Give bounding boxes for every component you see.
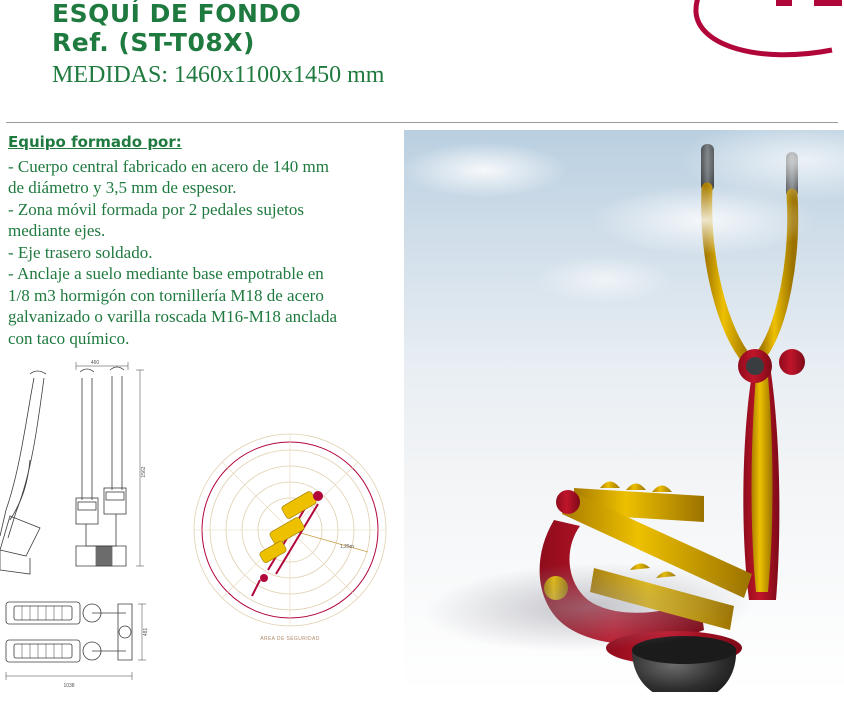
- ground-shadow: [404, 562, 775, 652]
- company-logo: [664, 0, 844, 74]
- description-line: mediante ejes.: [8, 221, 106, 240]
- product-photo: [404, 130, 844, 692]
- safety-area-caption: ÁREA DE SEGURIDAD: [260, 636, 320, 642]
- description-line: - Cuerpo central fabricado en acero de 140 mm: [8, 156, 329, 176]
- plan-drawing: [0, 592, 150, 702]
- product-reference: Ref. (ST-T08X): [52, 28, 255, 57]
- description-line: - Eje trasero soldado.: [8, 242, 153, 262]
- dimension-label: 1562: [141, 466, 147, 478]
- description-heading: Equipo formado por:: [8, 133, 182, 151]
- safety-area-drawing: [190, 420, 395, 650]
- page-title: ESQUÍ DE FONDO: [52, 0, 302, 28]
- dimension-label: 1038: [63, 683, 75, 689]
- description-line: galvanizado o varilla roscada M16-M18 anclada: [8, 307, 338, 326]
- header-divider: [6, 122, 838, 123]
- safety-radius-label: 1,25m: [340, 544, 354, 550]
- elevation-drawing: [0, 360, 150, 590]
- description-line: - Zona móvil formada por 2 pedales sujetos: [8, 199, 305, 219]
- description-block: [8, 132, 408, 349]
- technical-drawings: [0, 360, 404, 706]
- description-line: 1/8 m3 hormigón con tornillería M18 de acero: [8, 285, 324, 305]
- page-header: [0, 0, 844, 120]
- dimension-label: 460: [90, 360, 100, 366]
- dimension-label: 481: [143, 627, 149, 637]
- description-line: con taco químico.: [8, 328, 130, 348]
- description-line: de diámetro y 3,5 mm de espesor.: [8, 178, 237, 197]
- product-measures: MEDIDAS: 1460x1100x1450 mm: [52, 62, 385, 88]
- title-block: [52, 0, 692, 90]
- description-line: - Anclaje a suelo mediante base empotrable en: [8, 264, 324, 283]
- sky-background: [404, 130, 844, 439]
